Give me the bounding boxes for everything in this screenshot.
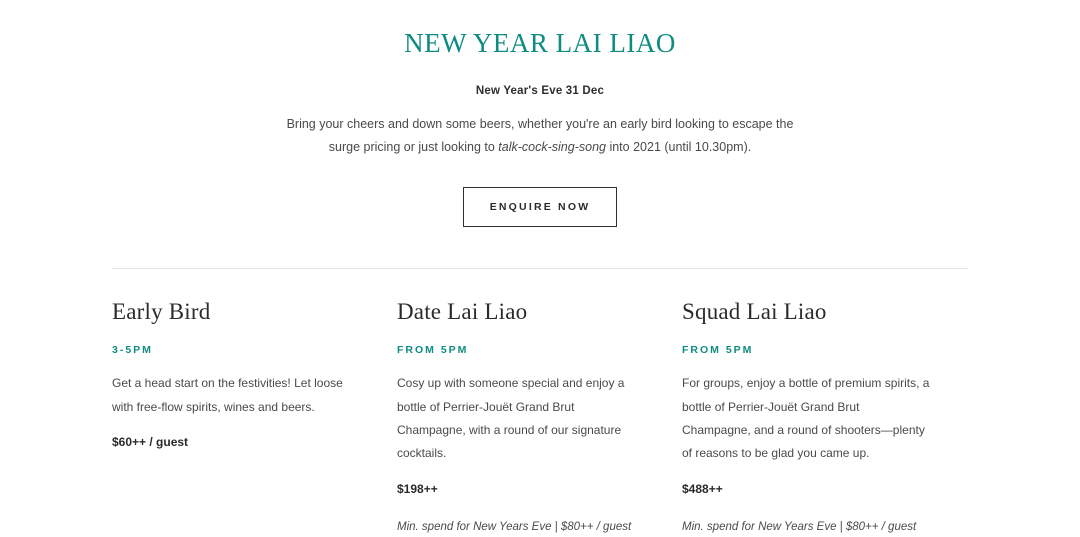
page-title: NEW YEAR LAI LIAO <box>404 28 676 58</box>
package-card <box>112 299 397 537</box>
package-card <box>397 299 682 537</box>
enquire-now-button[interactable]: ENQUIRE NOW <box>463 187 618 227</box>
package-time: FROM 5PM <box>397 344 469 357</box>
package-card <box>682 299 967 537</box>
hero-description-part1: Bring your cheers and down some beers, whether you're an early bird looking to escape the surge pricing or just looking to <box>286 117 794 155</box>
package-price: $198++ <box>397 481 438 496</box>
event-date: New Year's Eve 31 Dec <box>475 85 605 97</box>
package-title: Squad Lai Liao <box>682 299 827 325</box>
package-price: $60++ / guest <box>112 435 189 450</box>
hero-description <box>280 113 800 159</box>
cta-wrapper <box>0 187 1080 227</box>
package-time: 3-5PM <box>112 344 153 357</box>
package-price: $488++ <box>682 481 723 496</box>
package-list <box>112 269 968 537</box>
hero-description-emphasis: talk-cock-sing-song <box>498 140 606 155</box>
hero-section <box>0 0 1080 227</box>
package-note: Min. spend for New Years Eve | $80++ / guest <box>682 521 917 534</box>
package-description: Get a head start on the festivities! Let loose with free-flow spirits, wines and beers. <box>112 376 343 414</box>
package-note: Min. spend for New Years Eve | $80++ / guest <box>397 521 632 534</box>
hero-description-part2: into 2021 (until 10.30pm). <box>605 140 752 155</box>
package-description: Cosy up with someone special and enjoy a bottle of Perrier-Jouët Grand Brut Champagne, with a round of our signature cocktails. <box>397 376 625 461</box>
package-title: Early Bird <box>112 299 211 325</box>
package-title: Date Lai Liao <box>397 299 528 325</box>
package-time: FROM 5PM <box>682 344 754 357</box>
package-description: For groups, enjoy a bottle of premium spirits, a bottle of Perrier-Jouët Grand Brut Champagne, and a round of shooters—plenty of reasons to be glad you came up. <box>682 376 930 461</box>
